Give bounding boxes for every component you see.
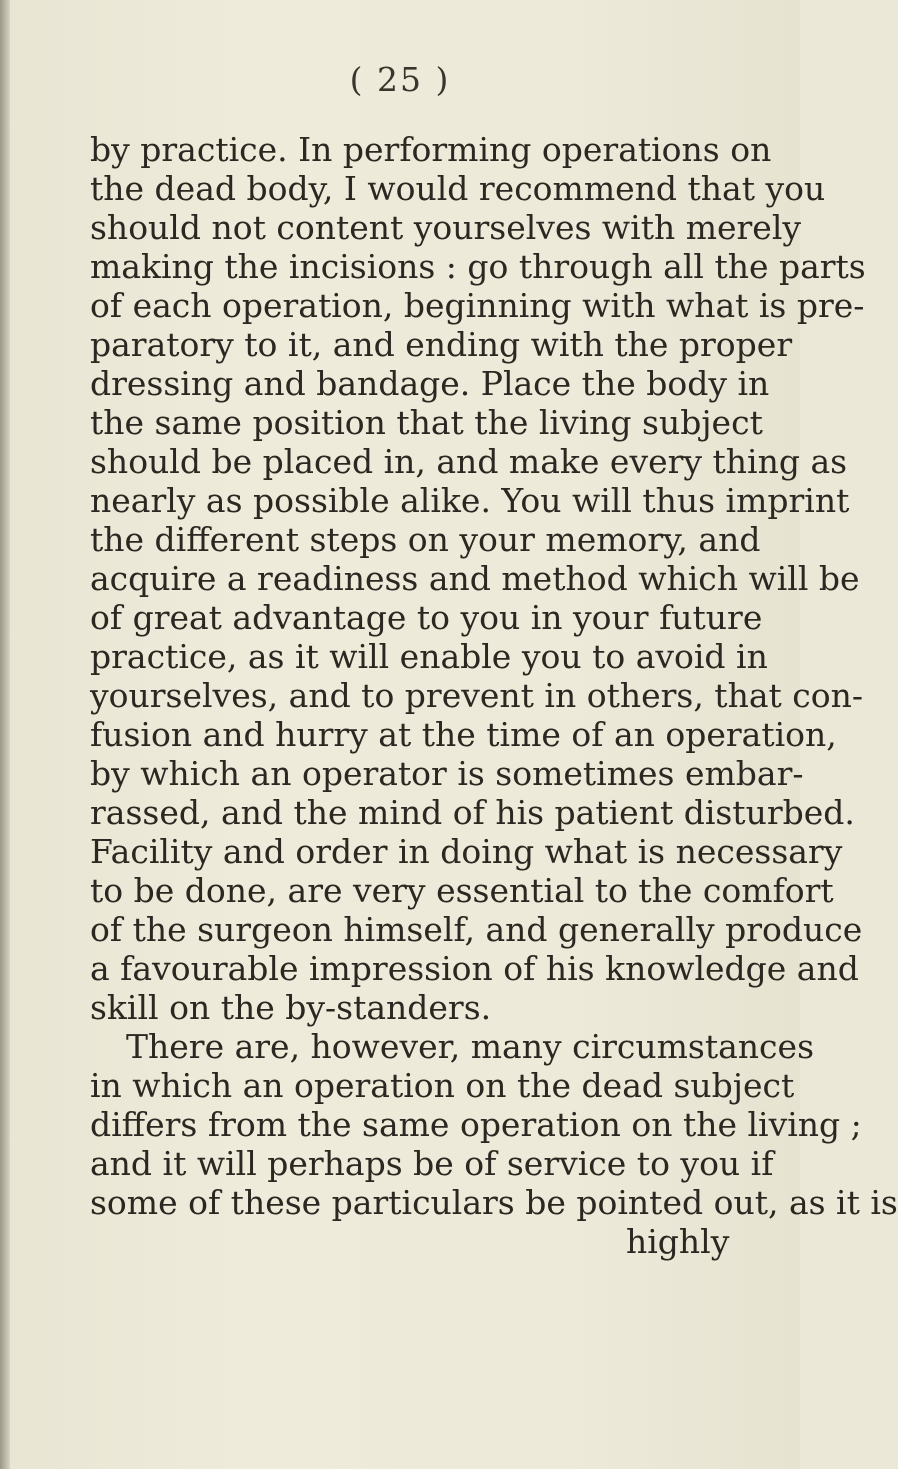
text-line: of great advantage to you in your future	[90, 598, 763, 637]
text-line: differs from the same operation on the living ;	[90, 1105, 862, 1144]
text-line: the same position that the living subject	[90, 403, 763, 442]
text-line: should not content yourselves with merely	[90, 208, 802, 247]
text-line: of each operation, beginning with what is pre-	[90, 286, 865, 325]
text-line: rassed, and the mind of his patient disturbed.	[90, 793, 855, 832]
catchword: highly	[626, 1222, 730, 1261]
text-line: acquire a readiness and method which will be	[90, 559, 860, 598]
text-line: dressing and bandage. Place the body in	[90, 364, 770, 403]
text-line: fusion and hurry at the time of an operation,	[90, 715, 837, 754]
page-number: ( 25 )	[349, 60, 451, 99]
text-line: paratory to it, and ending with the proper	[90, 325, 793, 364]
text-line: a favourable impression of his knowledge and	[90, 949, 859, 988]
text-line: to be done, are very essential to the comfort	[90, 871, 834, 910]
text-line: nearly as possible alike. You will thus imprint	[90, 481, 850, 520]
text-line: making the incisions : go through all the parts	[90, 247, 866, 286]
text-line: yourselves, and to prevent in others, that con-	[90, 676, 864, 715]
text-line: Facility and order in doing what is necessary	[90, 832, 843, 871]
text-line: by which an operator is sometimes embar-	[90, 754, 804, 793]
text-line: some of these particulars be pointed out, as it is	[90, 1183, 898, 1222]
text-line: in which an operation on the dead subject	[90, 1066, 795, 1105]
text-line: There are, however, many circumstances	[126, 1027, 815, 1066]
text-line: by practice. In performing operations on	[90, 130, 772, 169]
text-line: and it will perhaps be of service to you if	[90, 1144, 774, 1183]
text-line: skill on the by-standers.	[90, 988, 492, 1027]
text-line: of the surgeon himself, and generally produce	[90, 910, 863, 949]
text-line: should be placed in, and make every thing as	[90, 442, 848, 481]
text-line: the different steps on your memory, and	[90, 520, 761, 559]
text-line: practice, as it will enable you to avoid in	[90, 637, 768, 676]
text-line: the dead body, I would recommend that you	[90, 169, 826, 208]
